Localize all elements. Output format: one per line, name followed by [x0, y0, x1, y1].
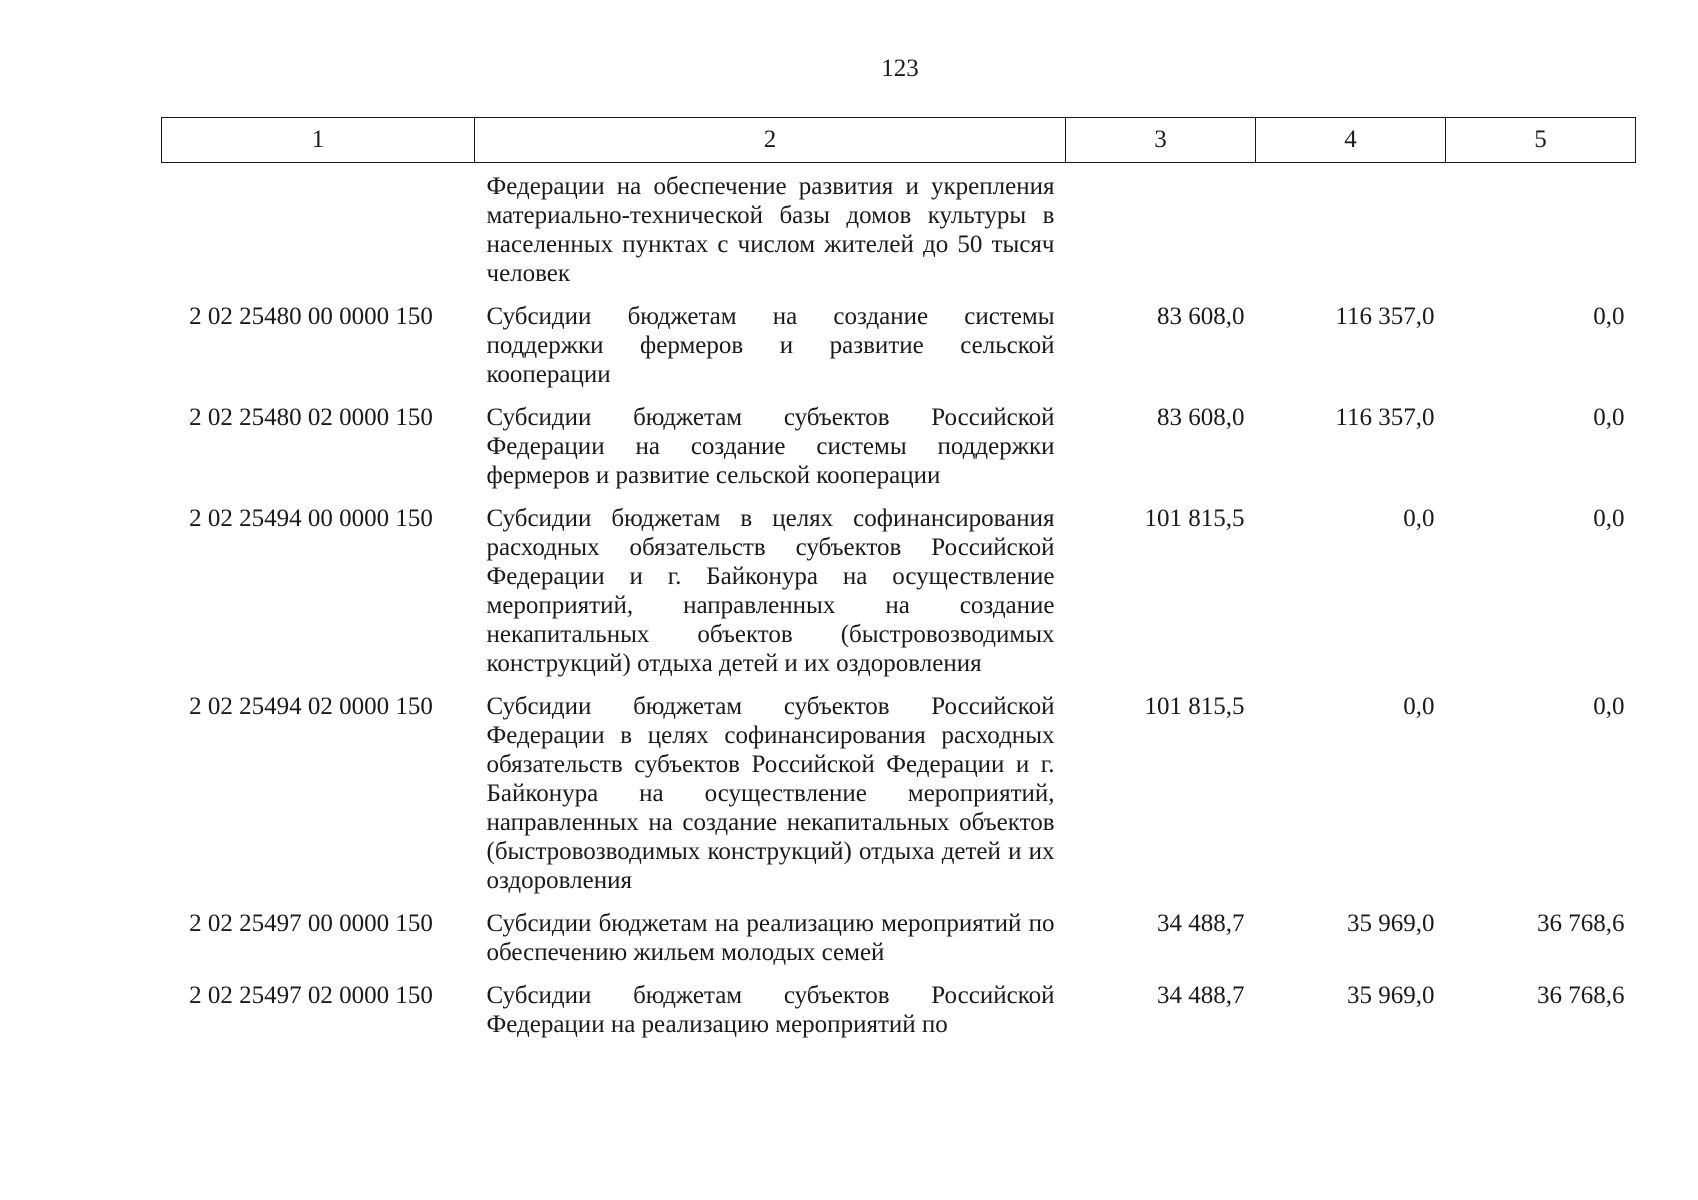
row-value-col3: 34 488,7: [1157, 982, 1245, 1009]
row-value-col4: 116 357,0: [1335, 303, 1435, 330]
row-value-col3: 83 608,0: [1157, 303, 1245, 330]
row-description: Субсидии бюджетам субъектов Российской Федерации на реализацию мероприятий по: [486, 982, 1055, 1038]
row-value-col3: 101 815,5: [1144, 505, 1245, 532]
row-value-col5: 0,0: [1593, 404, 1625, 431]
row-code: 2 02 25494 02 0000 150: [189, 693, 433, 720]
budget-table: [161, 117, 1636, 1053]
row-code-empty: [162, 163, 475, 303]
table-row: [162, 692, 1636, 909]
row-value-col3: 34 488,7: [1157, 910, 1245, 937]
table-row: [162, 403, 1636, 504]
page-number: 123: [881, 55, 919, 82]
row-description: Субсидии бюджетам на реализацию мероприятий по обеспечению жильем молодых семей: [486, 910, 1055, 966]
row-value-col5: 36 768,6: [1537, 910, 1625, 937]
row-value-col4: 0,0: [1403, 505, 1435, 532]
table-row: [162, 909, 1636, 981]
header-col-4: 4: [1256, 118, 1446, 163]
row-value-col4: 35 969,0: [1347, 982, 1435, 1009]
header-col-1: 1: [162, 118, 475, 163]
row-value-col4: 0,0: [1403, 693, 1435, 720]
header-col-3: 3: [1066, 118, 1256, 163]
table-row: [162, 302, 1636, 403]
row-description: Субсидии бюджетам субъектов Российской Федерации в целях софинансирования расходных обязательств субъектов Российской Федерации и г. Байконура на осуществление мероприятий, направленных на создание некапитальных объектов (быстровозводимых конструкций) отдыха детей и их оздоровления: [486, 693, 1055, 894]
header-col-5: 5: [1446, 118, 1636, 163]
table-header-row: [162, 118, 1636, 163]
row-value-col5: 0,0: [1593, 505, 1625, 532]
row-value-col5: 0,0: [1593, 693, 1625, 720]
row-description: Субсидии бюджетам субъектов Российской Федерации на создание системы поддержки фермеров и развитие сельской кооперации: [486, 404, 1055, 489]
table-row-continuation: [162, 163, 1636, 303]
row-value-col5: 0,0: [1593, 303, 1625, 330]
row-code: 2 02 25480 02 0000 150: [189, 404, 433, 431]
row-value-col4: 35 969,0: [1347, 910, 1435, 937]
row-value-col4: 116 357,0: [1335, 404, 1435, 431]
table-row: [162, 981, 1636, 1053]
row-code: 2 02 25480 00 0000 150: [189, 303, 433, 330]
table-row: [162, 504, 1636, 692]
row-description: Субсидии бюджетам в целях софинансирования расходных обязательств субъектов Российской Федерации и г. Байконура на осуществление мероприятий, направленных на создание некапитальных объектов (быстровозводимых конструкций) отдыха детей и их оздоровления: [486, 505, 1055, 677]
row-value-col3: 83 608,0: [1157, 404, 1245, 431]
row-description: Федерации на обеспечение развития и укрепления материально-технической базы домов культуры в населенных пунктах с числом жителей до 50 тысяч человек: [486, 173, 1055, 287]
row-value-col3: 101 815,5: [1144, 693, 1245, 720]
row-value-col5: 36 768,6: [1537, 982, 1625, 1009]
row-code: 2 02 25497 00 0000 150: [189, 910, 433, 937]
row-code: 2 02 25494 00 0000 150: [189, 505, 433, 532]
header-col-2: 2: [475, 118, 1066, 163]
row-description: Субсидии бюджетам на создание системы поддержки фермеров и развитие сельской кооперации: [486, 303, 1055, 388]
row-code: 2 02 25497 02 0000 150: [189, 982, 433, 1009]
